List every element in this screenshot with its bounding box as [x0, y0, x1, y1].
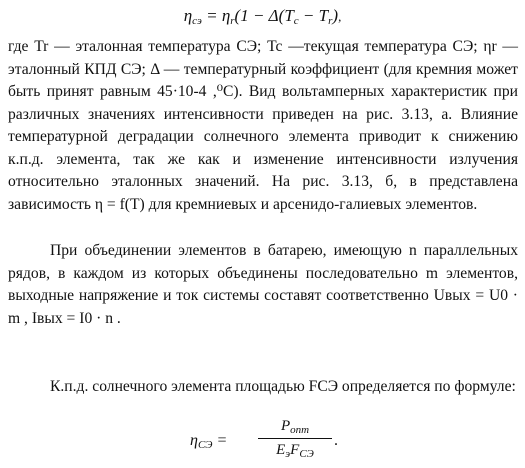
formula-lhs: [190, 432, 227, 451]
fraction-denominator: [258, 441, 332, 460]
formula-expression: − T: [298, 6, 329, 25]
formula-subscript: сэ: [192, 15, 202, 27]
formula-punctuation: ,: [338, 9, 342, 24]
formula-subscript: опт: [290, 424, 310, 436]
formula-subscript: r: [230, 15, 235, 27]
formula-symbol: η: [190, 432, 198, 449]
paragraph-definitions: где Tr — эталонная температура СЭ; Tc —текущая температура СЭ; ηr —эталонный КПД СЭ; Δ — температурный коэффициент (для кремния может быть принят равным 45·10-4 ,⁰С). Вид вольтамперных характеристик при различных значениях интенсивности приведен на рис. 3.13, а. Влияние температурной деградации солнечного элемента приводит к снижению к.п.д. элемента, так же как и изменение интенсивности излучения относительно эталонных значений. На рис. 3.13, б, в представлена зависимость η = f(T) для кремниевых и арсенидо-галиевых элементов.: [8, 38, 518, 213]
formula-expression: (1 − Δ(T: [234, 6, 294, 25]
formula-subscript: СЭ: [197, 439, 213, 451]
formula-subscript: c: [293, 15, 299, 27]
formula-fraction: [258, 417, 332, 460]
formula-symbol: = η: [206, 6, 231, 25]
paragraph-battery-connection: При объединении элементов в батарею, имеющую n параллельных рядов, в каждом из которых объединены последовательно m элементов, выходные напряжение и ток системы составят соответственно Uвых = U0 · m , Iвых = I0 · n .: [8, 242, 518, 327]
formula-subscript: СЭ: [299, 448, 314, 460]
formula-equals: =: [212, 432, 228, 449]
fraction-bar: [258, 438, 332, 439]
formula-expression: ): [332, 6, 339, 25]
efficiency-temperature-formula: [0, 6, 525, 27]
formula-subscript: r: [328, 15, 333, 27]
formula-symbol: E: [276, 442, 286, 458]
formula-symbol: η: [183, 6, 193, 25]
fraction-numerator: [258, 417, 332, 436]
paragraph-efficiency-intro: К.п.д. солнечного элемента площадью FСЭ определяется по формуле:: [50, 378, 516, 395]
formula-punctuation: .: [334, 432, 338, 449]
formula-symbol: F: [290, 442, 300, 458]
formula-subscript: э: [285, 448, 291, 460]
formula-symbol: P: [280, 418, 291, 434]
